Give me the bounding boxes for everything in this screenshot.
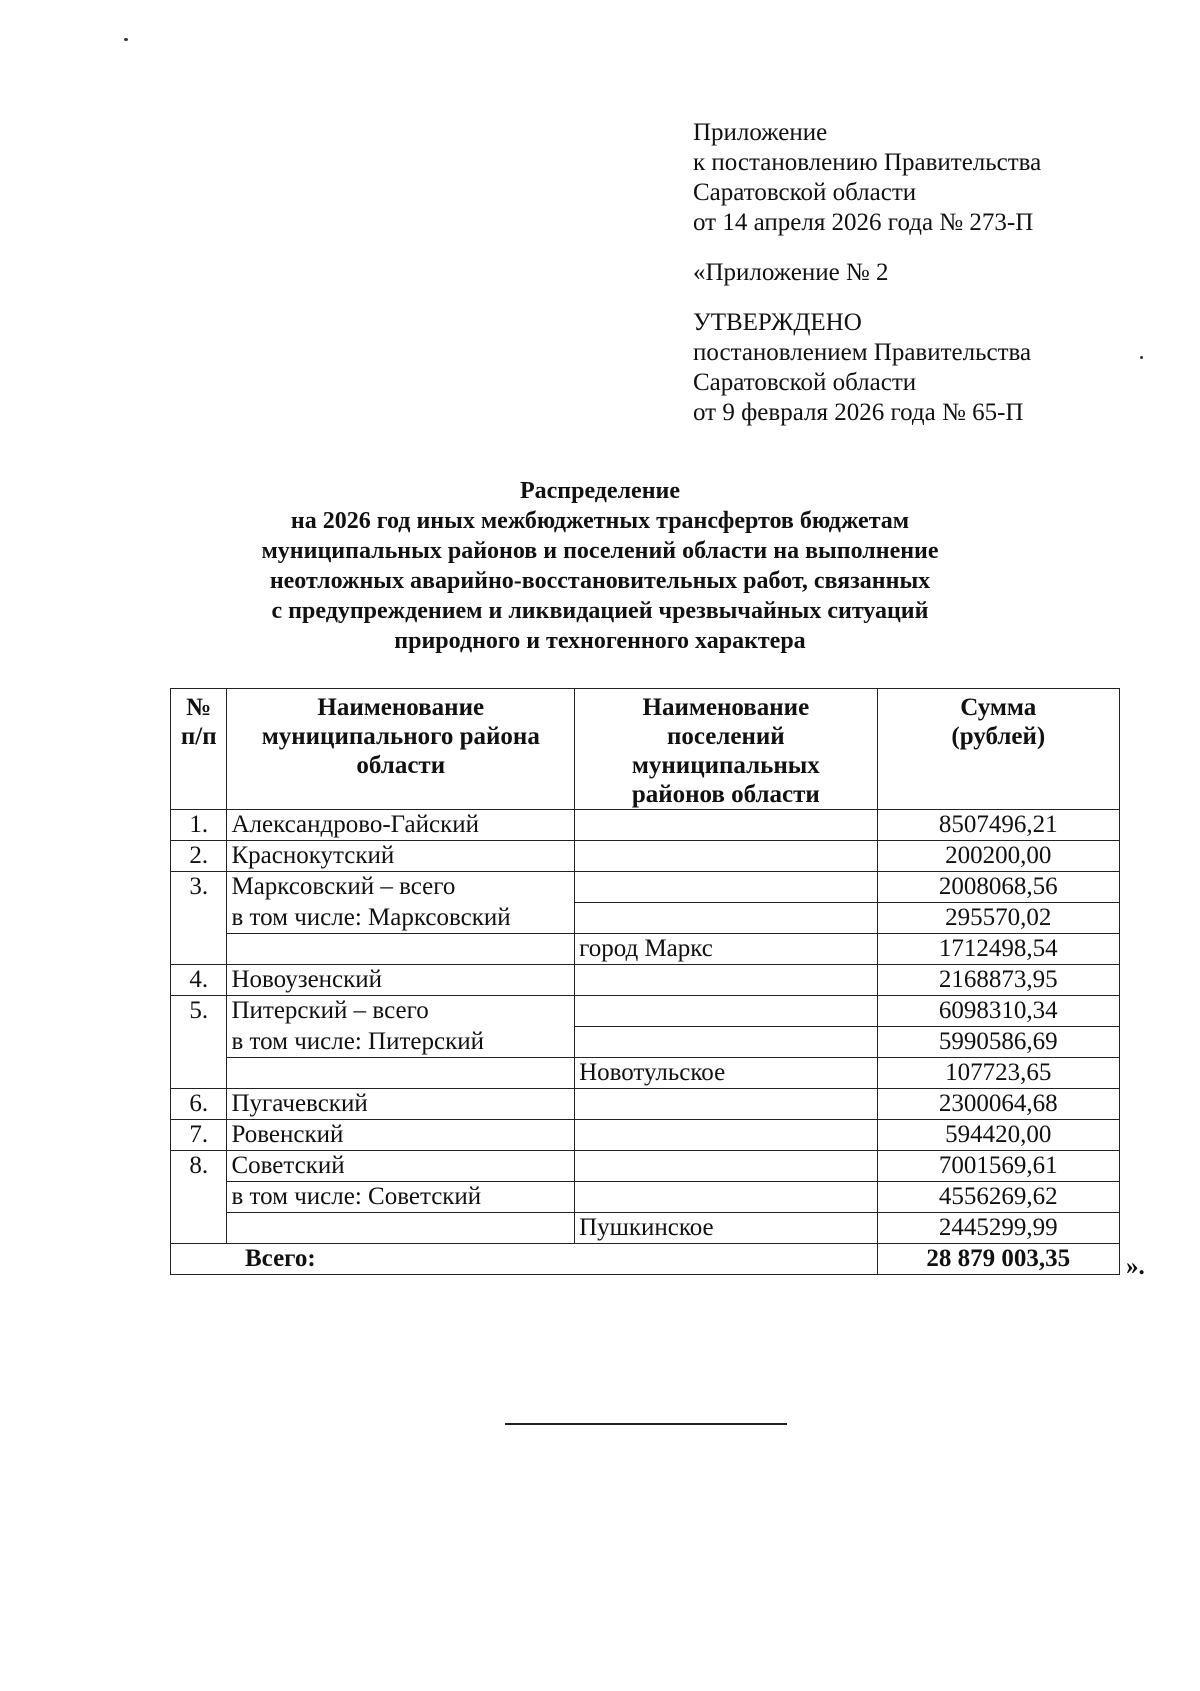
table-row bbox=[171, 1058, 1120, 1089]
table-row bbox=[171, 841, 1120, 872]
district-name bbox=[227, 934, 575, 965]
table-row bbox=[171, 1120, 1120, 1151]
header-settlement: Наименование поселений муниципальных районов области bbox=[575, 689, 878, 810]
district-name: в том числе: Питерский bbox=[227, 1027, 575, 1058]
footer-divider bbox=[505, 1423, 787, 1425]
district-name bbox=[227, 1058, 575, 1089]
table-row bbox=[171, 1182, 1120, 1213]
row-sum: 200200,00 bbox=[877, 841, 1119, 872]
row-number: 7. bbox=[171, 1120, 227, 1151]
title-line: природного и техногенного характера bbox=[394, 628, 806, 654]
table-row bbox=[171, 1027, 1120, 1058]
district-name: Марксовский – всего bbox=[227, 872, 575, 903]
title-line: Распределение bbox=[519, 478, 681, 504]
distribution-table bbox=[170, 688, 1120, 1275]
row-sum: 4556269,62 bbox=[877, 1182, 1119, 1213]
approved-line: от 9 февраля 2026 года № 65-П bbox=[693, 399, 1024, 426]
settlement-name bbox=[575, 1089, 878, 1120]
row-sum: 295570,02 bbox=[877, 903, 1119, 934]
district-name: Краснокутский bbox=[227, 841, 575, 872]
quoted-appendix: «Приложение № 2 bbox=[693, 259, 889, 286]
row-sum: 2168873,95 bbox=[877, 965, 1119, 996]
settlement-name bbox=[575, 810, 878, 841]
row-sum: 8507496,21 bbox=[877, 810, 1119, 841]
table-row bbox=[171, 1089, 1120, 1120]
row-number bbox=[171, 1182, 227, 1213]
settlement-name bbox=[575, 872, 878, 903]
row-number: 5. bbox=[171, 996, 227, 1027]
district-name: Питерский – всего bbox=[227, 996, 575, 1027]
settlement-name: город Маркс bbox=[575, 934, 878, 965]
appendix-line: от 14 апреля 2026 года № 273-П bbox=[693, 209, 1034, 236]
table-row bbox=[171, 965, 1120, 996]
settlement-name bbox=[575, 996, 878, 1027]
row-number bbox=[171, 1027, 227, 1058]
table-row bbox=[171, 810, 1120, 841]
document-title bbox=[180, 476, 1020, 656]
settlement-name bbox=[575, 1120, 878, 1151]
district-name: в том числе: Марксовский bbox=[227, 903, 575, 934]
settlement-name bbox=[575, 965, 878, 996]
row-sum: 2300064,68 bbox=[877, 1089, 1119, 1120]
settlement-name: Новотульское bbox=[575, 1058, 878, 1089]
total-label: Всего: bbox=[171, 1244, 878, 1275]
row-sum: 2445299,99 bbox=[877, 1213, 1119, 1244]
row-number bbox=[171, 903, 227, 934]
row-number bbox=[171, 1213, 227, 1244]
table-row bbox=[171, 872, 1120, 903]
scan-speck bbox=[124, 38, 128, 41]
appendix-title: Приложение bbox=[693, 119, 828, 146]
header-number: № п/п bbox=[171, 689, 227, 810]
row-sum: 5990586,69 bbox=[877, 1027, 1119, 1058]
table-row bbox=[171, 903, 1120, 934]
approved-label: УТВЕРЖДЕНО bbox=[693, 309, 862, 336]
district-name: Ровенский bbox=[227, 1120, 575, 1151]
district-name bbox=[227, 1213, 575, 1244]
total-row bbox=[171, 1244, 1120, 1275]
table-row bbox=[171, 996, 1120, 1027]
header-district: Наименование муниципального района области bbox=[227, 689, 575, 810]
settlement-name bbox=[575, 1151, 878, 1182]
approved-line: Саратовской области bbox=[693, 369, 917, 396]
row-number: 1. bbox=[171, 810, 227, 841]
header-sum: Сумма (рублей) bbox=[877, 689, 1119, 810]
row-number: 2. bbox=[171, 841, 227, 872]
district-name: Новоузенский bbox=[227, 965, 575, 996]
row-number bbox=[171, 934, 227, 965]
closing-quote-mark: ». bbox=[1126, 1253, 1145, 1280]
appendix-line: к постановлению Правительства bbox=[693, 149, 1042, 176]
row-sum: 107723,65 bbox=[877, 1058, 1119, 1089]
settlement-name bbox=[575, 1182, 878, 1213]
title-line: неотложных аварийно-восстановительных работ, связанных bbox=[269, 568, 931, 594]
approved-line: постановлением Правительства bbox=[693, 339, 1032, 366]
table-row bbox=[171, 1213, 1120, 1244]
row-number: 8. bbox=[171, 1151, 227, 1182]
row-sum: 6098310,34 bbox=[877, 996, 1119, 1027]
appendix-line: Саратовской области bbox=[693, 179, 917, 206]
table-row bbox=[171, 1151, 1120, 1182]
row-number: 6. bbox=[171, 1089, 227, 1120]
district-name: Александрово-Гайский bbox=[227, 810, 575, 841]
title-line: муниципальных районов и поселений области на выполнение bbox=[261, 538, 939, 564]
district-name: Пугачевский bbox=[227, 1089, 575, 1120]
row-sum: 7001569,61 bbox=[877, 1151, 1119, 1182]
settlement-name: Пушкинское bbox=[575, 1213, 878, 1244]
district-name: Советский bbox=[227, 1151, 575, 1182]
row-number: 4. bbox=[171, 965, 227, 996]
district-name: в том числе: Советский bbox=[227, 1182, 575, 1213]
appendix-header bbox=[693, 118, 1173, 428]
settlement-name bbox=[575, 1027, 878, 1058]
settlement-name bbox=[575, 841, 878, 872]
title-line: на 2026 год иных межбюджетных трансфертов бюджетам bbox=[290, 508, 910, 534]
row-number bbox=[171, 1058, 227, 1089]
row-sum: 2008068,56 bbox=[877, 872, 1119, 903]
row-sum: 1712498,54 bbox=[877, 934, 1119, 965]
title-line: с предупреждением и ликвидацией чрезвычайных ситуаций bbox=[271, 598, 929, 624]
row-number: 3. bbox=[171, 872, 227, 903]
table-row bbox=[171, 934, 1120, 965]
total-sum: 28 879 003,35 bbox=[877, 1244, 1119, 1275]
settlement-name bbox=[575, 903, 878, 934]
table-header-row bbox=[171, 689, 1120, 810]
row-sum: 594420,00 bbox=[877, 1120, 1119, 1151]
